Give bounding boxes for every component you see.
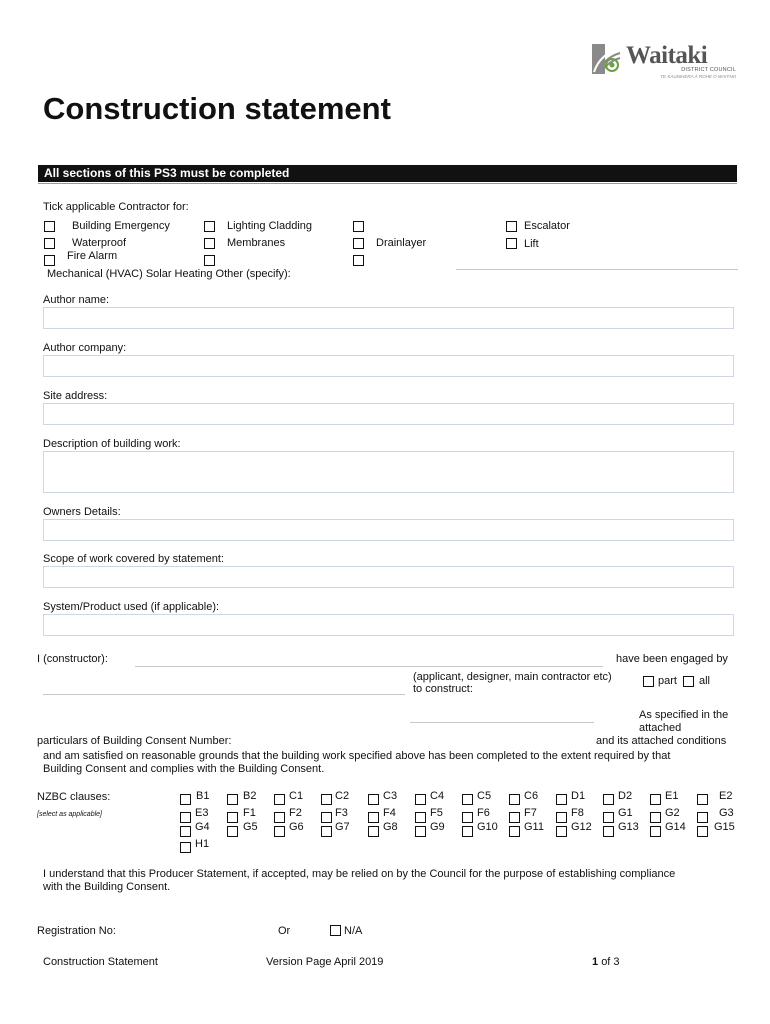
site-address-field[interactable] xyxy=(43,403,734,425)
nzbc-clause-c4: C4 xyxy=(430,790,445,802)
applicant-text: (applicant, designer, main contractor etc) xyxy=(413,671,612,683)
contractor-building-emergency: Building Emergency xyxy=(72,220,170,232)
nzbc-checkbox-g9[interactable] xyxy=(415,826,426,837)
nzbc-checkbox-b1[interactable] xyxy=(180,794,191,805)
nzbc-checkbox-g3[interactable] xyxy=(697,812,708,823)
page-total: of 3 xyxy=(601,956,620,968)
author-company-field[interactable] xyxy=(43,355,734,377)
satisfied-text-1: and am satisfied on reasonable grounds that the building work specified above has been completed to the extent required by that xyxy=(43,750,671,762)
to-construct-text: to construct: xyxy=(413,683,473,695)
nzbc-clause-b1: B1 xyxy=(196,790,210,802)
nzbc-checkbox-g14[interactable] xyxy=(650,826,661,837)
conditions-text: and its attached conditions xyxy=(596,735,727,747)
nzbc-clause-g7: G7 xyxy=(335,821,350,833)
footer-version: Version Page April 2019 xyxy=(266,956,384,968)
nzbc-clause-g10: G10 xyxy=(477,821,498,833)
nzbc-clause-g13: G13 xyxy=(618,821,639,833)
nzbc-clause-f2: F2 xyxy=(289,807,302,819)
understand-text-2: with the Building Consent. xyxy=(43,881,171,893)
author-name-field[interactable] xyxy=(43,307,734,329)
logo-wordmark: Waitaki xyxy=(626,42,708,69)
checkbox-fire-alarm[interactable] xyxy=(44,255,55,266)
nzbc-checkbox-g1[interactable] xyxy=(603,812,614,823)
section-banner xyxy=(38,165,737,182)
checkbox-escalator[interactable] xyxy=(506,221,517,232)
site-address-label: Site address: xyxy=(43,390,108,402)
nzbc-checkbox-g7[interactable] xyxy=(321,826,332,837)
system-label: System/Product used (if applicable): xyxy=(43,601,220,613)
nzbc-checkbox-g5[interactable] xyxy=(227,826,238,837)
nzbc-checkbox-f8[interactable] xyxy=(556,812,567,823)
owners-label: Owners Details: xyxy=(43,506,121,518)
as-specified-text-2: attached xyxy=(639,722,682,734)
nzbc-clause-c2: C2 xyxy=(335,790,350,802)
na-label: N/A xyxy=(344,925,363,937)
checkbox-lift[interactable] xyxy=(506,238,517,249)
nzbc-clause-d2: D2 xyxy=(618,790,633,802)
construct-description-line[interactable] xyxy=(410,722,594,723)
nzbc-checkbox-f1[interactable] xyxy=(227,812,238,823)
nzbc-checkbox-c6[interactable] xyxy=(509,794,520,805)
logo-tagline: TE KAUNIHERA Ā ROHE O WAITAKI xyxy=(660,74,736,79)
nzbc-hint: [select as applicable] xyxy=(37,811,102,818)
page-title: Construction statement xyxy=(43,91,391,126)
contractor-fire-alarm: Fire Alarm xyxy=(67,250,118,262)
nzbc-checkbox-c2[interactable] xyxy=(321,794,332,805)
consent-number-label: particulars of Building Consent Number: xyxy=(37,735,232,747)
description-field[interactable] xyxy=(43,451,734,493)
contractor-row3-labels: Mechanical (HVAC) Solar Heating Other (specify): xyxy=(47,268,291,280)
nzbc-checkbox-f3[interactable] xyxy=(321,812,332,823)
nzbc-checkbox-d1[interactable] xyxy=(556,794,567,805)
nzbc-clause-h1: H1 xyxy=(195,838,210,850)
author-name-label: Author name: xyxy=(43,294,110,306)
nzbc-label: NZBC clauses: xyxy=(37,791,111,803)
contractor-membranes: Membranes xyxy=(227,237,286,249)
nzbc-clause-f1: F1 xyxy=(243,807,256,819)
author-company-label: Author company: xyxy=(43,342,127,354)
nzbc-clause-c6: C6 xyxy=(524,790,539,802)
nzbc-checkbox-f6[interactable] xyxy=(462,812,473,823)
nzbc-clause-g6: G6 xyxy=(289,821,304,833)
nzbc-clause-g11: G11 xyxy=(524,821,544,833)
nzbc-checkbox-d2[interactable] xyxy=(603,794,614,805)
nzbc-checkbox-g8[interactable] xyxy=(368,826,379,837)
nzbc-clause-g12: G12 xyxy=(571,821,592,833)
nzbc-checkbox-e3[interactable] xyxy=(180,812,191,823)
footer-title: Construction Statement xyxy=(43,956,158,968)
checkbox-all[interactable] xyxy=(683,676,694,687)
nzbc-clause-g4: G4 xyxy=(195,821,210,833)
nzbc-clause-f7: F7 xyxy=(524,807,537,819)
nzbc-clause-f6: F6 xyxy=(477,807,490,819)
banner-text: All sections of this PS3 must be completed xyxy=(44,166,290,180)
checkbox-building-emergency[interactable] xyxy=(44,221,55,232)
constructor-name-line[interactable] xyxy=(135,666,603,667)
nzbc-clause-e2: E2 xyxy=(719,790,733,802)
nzbc-clause-c3: C3 xyxy=(383,790,398,802)
nzbc-checkbox-g4[interactable] xyxy=(180,826,191,837)
nzbc-clause-g2: G2 xyxy=(665,807,680,819)
footer-page-number xyxy=(592,956,620,968)
checkbox-lighting-cladding[interactable] xyxy=(204,221,215,232)
nzbc-checkbox-e2[interactable] xyxy=(697,794,708,805)
nzbc-checkbox-g6[interactable] xyxy=(274,826,285,837)
nzbc-clause-e1: E1 xyxy=(665,790,679,802)
waitaki-logo xyxy=(592,44,738,80)
nzbc-clause-f8: F8 xyxy=(571,807,584,819)
contractor-waterproof: Waterproof xyxy=(72,237,127,249)
contractor-lift: Lift xyxy=(524,238,539,250)
understand-text-1: I understand that this Producer Statement, if accepted, may be relied on by the Council for the purpose of establishing compliance xyxy=(43,868,676,880)
nzbc-clause-f4: F4 xyxy=(383,807,396,819)
contractor-escalator: Escalator xyxy=(524,220,570,232)
nzbc-checkbox-g11[interactable] xyxy=(509,826,520,837)
nzbc-clause-c1: C1 xyxy=(289,790,304,802)
nzbc-checkbox-c1[interactable] xyxy=(274,794,285,805)
contractor-lighting-cladding: Lighting Cladding xyxy=(227,220,313,232)
checkbox-membranes[interactable] xyxy=(204,238,215,249)
system-field[interactable] xyxy=(43,614,734,636)
checkbox-part[interactable] xyxy=(643,676,654,687)
nzbc-clause-g3: G3 xyxy=(719,807,734,819)
logo-subtitle: DISTRICT COUNCIL xyxy=(681,67,736,73)
nzbc-checkbox-f4[interactable] xyxy=(368,812,379,823)
checkbox-col3-row1[interactable] xyxy=(353,221,364,232)
nzbc-clause-g8: G8 xyxy=(383,821,398,833)
constructor-label: I (constructor): xyxy=(37,653,108,665)
nzbc-clause-b2: B2 xyxy=(243,790,257,802)
nzbc-clause-d1: D1 xyxy=(571,790,586,802)
nzbc-clause-g1: G1 xyxy=(618,807,633,819)
waitaki-emblem-icon xyxy=(592,44,622,74)
checkbox-col3-row3[interactable] xyxy=(353,255,364,266)
nzbc-checkbox-c4[interactable] xyxy=(415,794,426,805)
nzbc-checkbox-h1[interactable] xyxy=(180,842,191,853)
all-label: all xyxy=(699,675,711,687)
scope-field[interactable] xyxy=(43,566,734,588)
nzbc-clause-f5: F5 xyxy=(430,807,443,819)
checkbox-na[interactable] xyxy=(330,925,341,936)
nzbc-clause-g9: G9 xyxy=(430,821,445,833)
nzbc-clause-g5: G5 xyxy=(243,821,258,833)
checkbox-col2-row3[interactable] xyxy=(204,255,215,266)
nzbc-clause-f3: F3 xyxy=(335,807,348,819)
nzbc-checkbox-c3[interactable] xyxy=(368,794,379,805)
engaged-by-text: have been engaged by xyxy=(616,653,728,665)
owners-field[interactable] xyxy=(43,519,734,541)
registration-label: Registration No: xyxy=(37,925,116,937)
banner-divider xyxy=(38,183,737,184)
description-label: Description of building work: xyxy=(43,438,181,450)
as-specified-text-1: As specified in the xyxy=(639,709,729,721)
nzbc-checkbox-g2[interactable] xyxy=(650,812,661,823)
contractor-drainlayer: Drainlayer xyxy=(376,237,427,249)
nzbc-clause-c5: C5 xyxy=(477,790,492,802)
nzbc-checkbox-g10[interactable] xyxy=(462,826,473,837)
nzbc-checkbox-g13[interactable] xyxy=(603,826,614,837)
nzbc-checkbox-e1[interactable] xyxy=(650,794,661,805)
nzbc-checkbox-f2[interactable] xyxy=(274,812,285,823)
nzbc-checkbox-f7[interactable] xyxy=(509,812,520,823)
registration-or: Or xyxy=(278,925,291,937)
nzbc-checkbox-g12[interactable] xyxy=(556,826,567,837)
checkbox-waterproof[interactable] xyxy=(44,238,55,249)
engaged-by-line[interactable] xyxy=(43,694,405,695)
page-current: 1 xyxy=(592,956,599,968)
nzbc-clause-e3: E3 xyxy=(195,807,209,819)
nzbc-checkbox-b2[interactable] xyxy=(227,794,238,805)
part-label: part xyxy=(658,675,677,687)
checkbox-drainlayer[interactable] xyxy=(353,238,364,249)
nzbc-checkbox-c5[interactable] xyxy=(462,794,473,805)
nzbc-checkbox-g15[interactable] xyxy=(697,826,708,837)
satisfied-text-2: Building Consent and complies with the Building Consent. xyxy=(43,763,325,775)
nzbc-clause-g15: G15 xyxy=(714,821,735,833)
nzbc-clause-g14: G14 xyxy=(665,821,686,833)
scope-label: Scope of work covered by statement: xyxy=(43,553,224,565)
other-specify-line[interactable] xyxy=(456,269,738,270)
nzbc-checkbox-f5[interactable] xyxy=(415,812,426,823)
contractor-label: Tick applicable Contractor for: xyxy=(43,201,189,213)
